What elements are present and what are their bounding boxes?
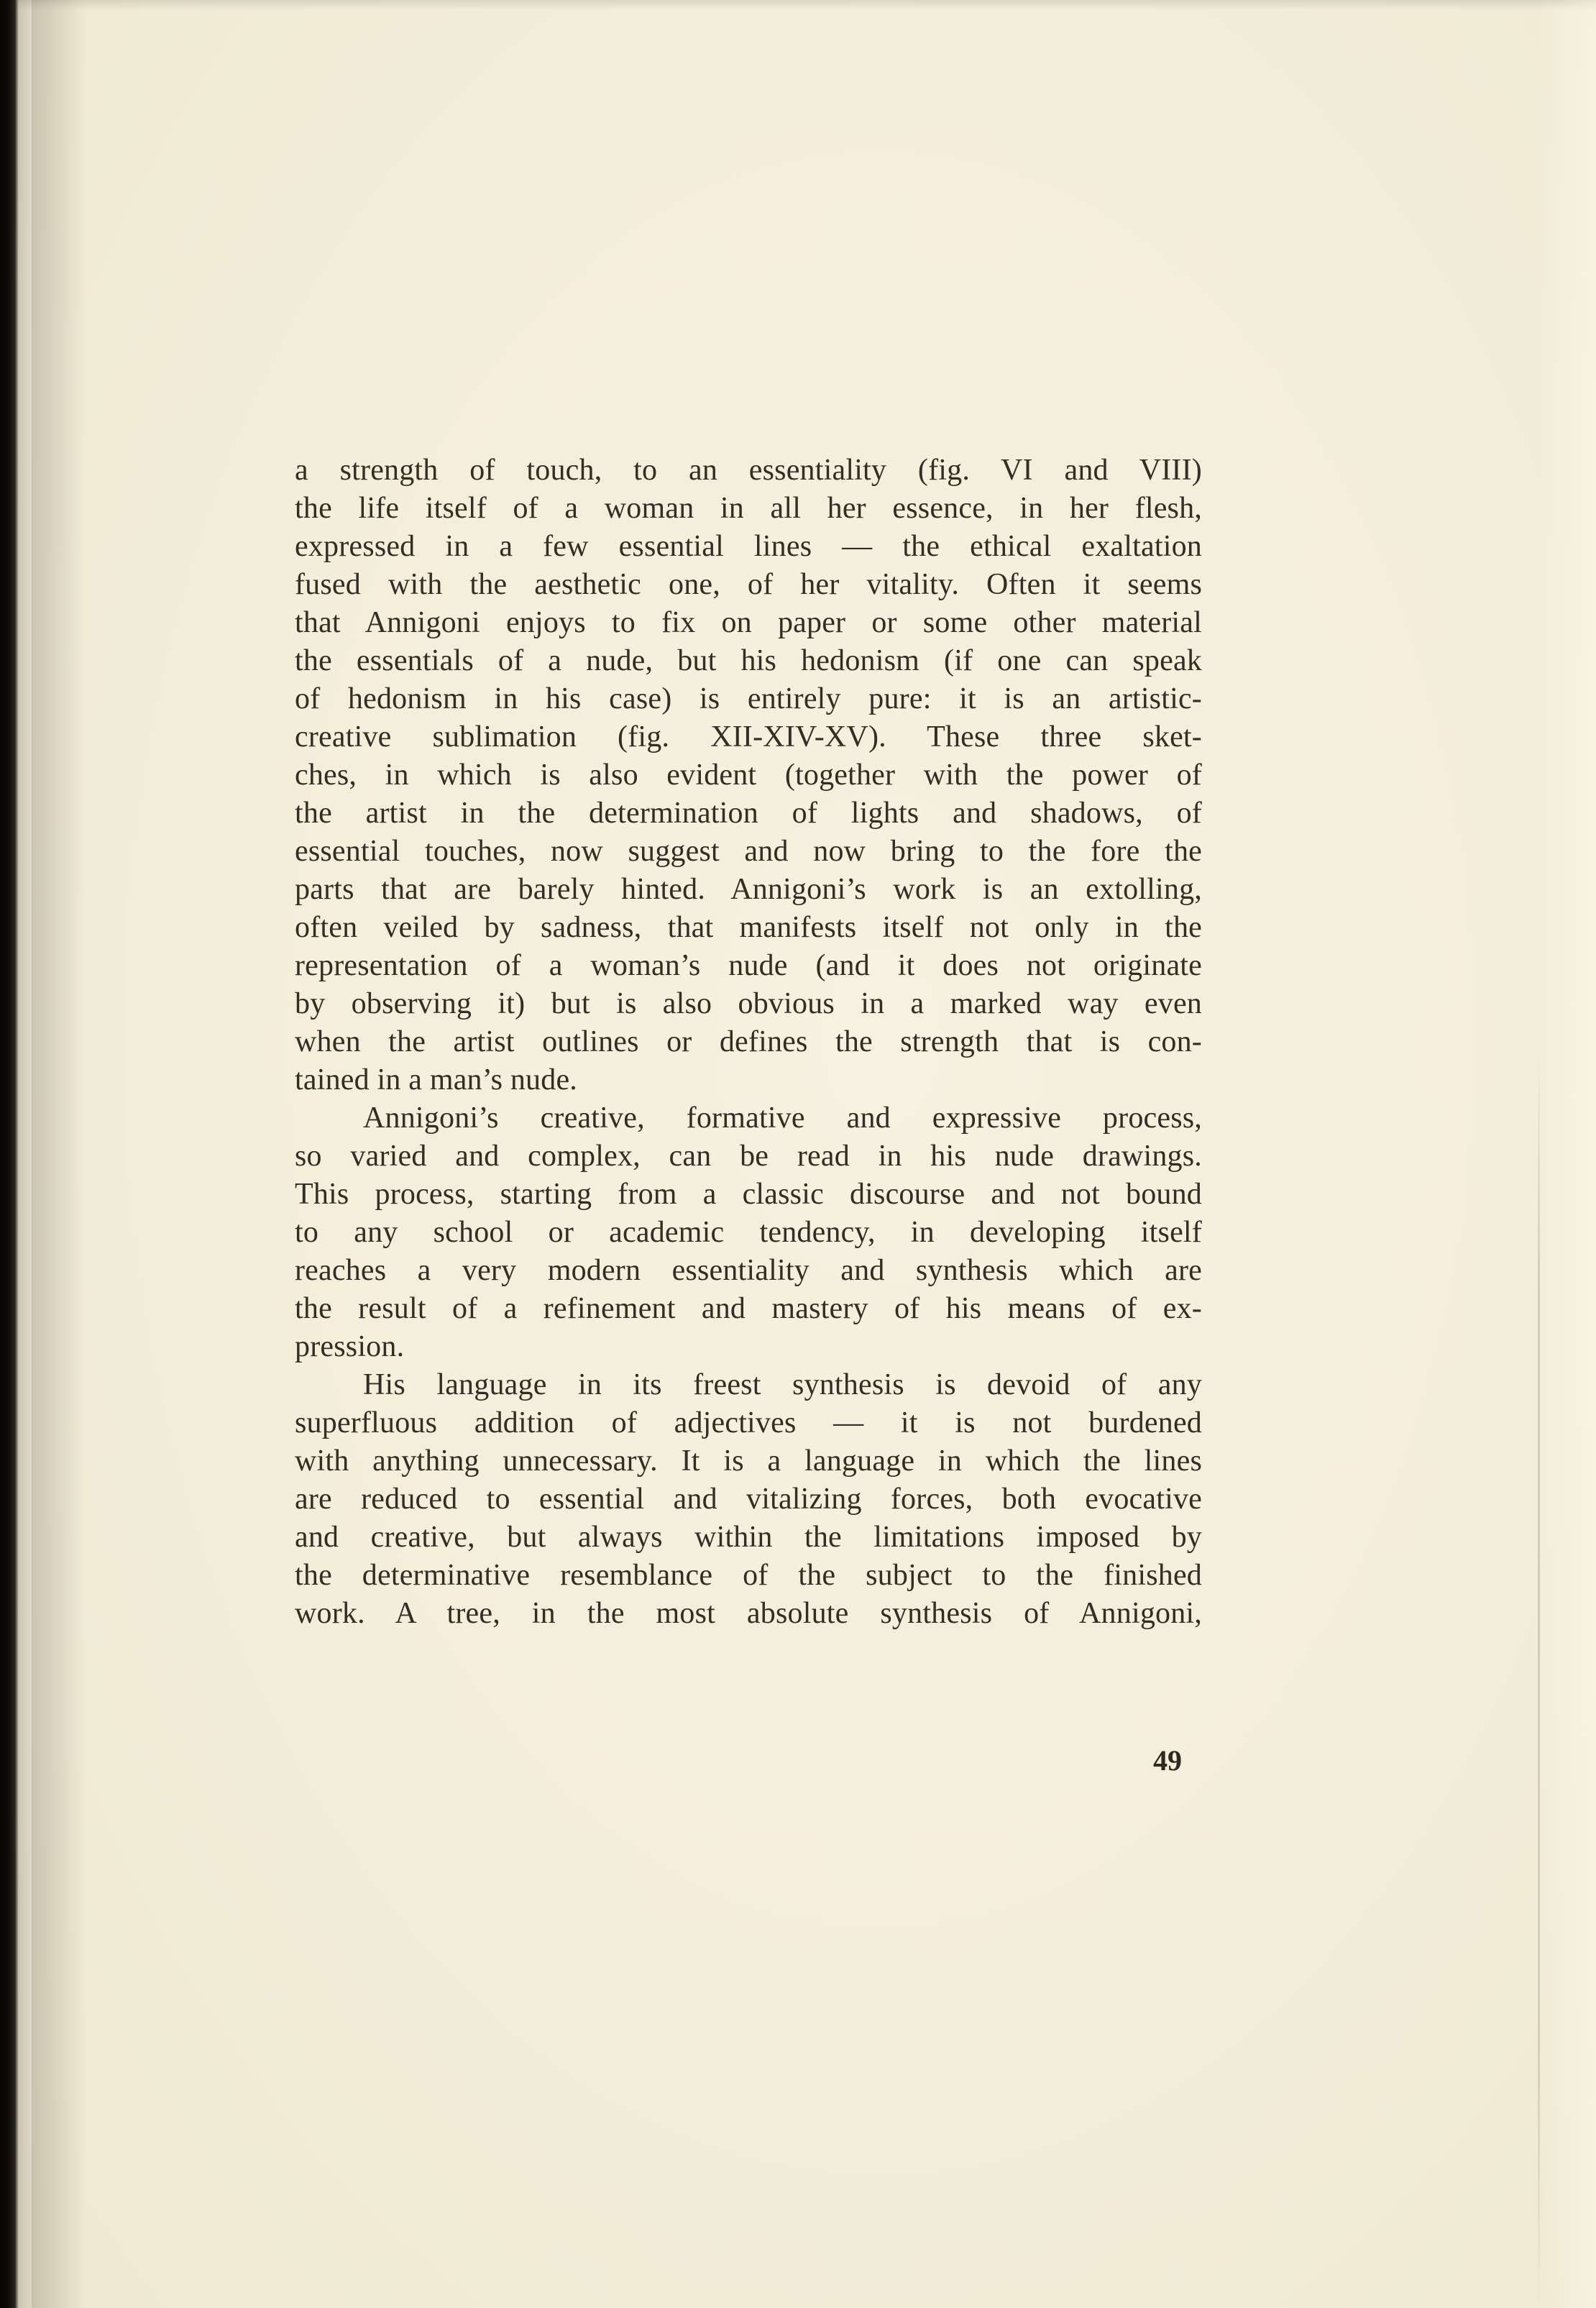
text-line: the life itself of a woman in all her essence, in her flesh, <box>295 492 1202 525</box>
text-line: to any school or academic tendency, in developing itself <box>295 1216 1202 1249</box>
text-line: parts that are barely hinted. Annigoni’s work is an extolling, <box>295 873 1202 906</box>
text-line: This process, starting from a classic discourse and not bound <box>295 1178 1202 1211</box>
text-line: are reduced to essential and vitalizing forces, both evocative <box>295 1483 1202 1516</box>
text-line: so varied and complex, can be read in his nude drawings. <box>295 1140 1202 1173</box>
text-line: superfluous addition of adjectives — it is not burdened <box>295 1406 1202 1439</box>
text-line: expressed in a few essential lines — the ethical exaltation <box>295 530 1202 563</box>
text-line: with anything unnecessary. It is a language in which the lines <box>295 1444 1202 1478</box>
text-line: the essentials of a nude, but his hedonism (if one can speak <box>295 644 1202 677</box>
page-right-edge-highlight <box>1540 0 1596 2308</box>
text-line: reaches a very modern essentiality and synthesis which are <box>295 1254 1202 1287</box>
text-line: creative sublimation (fig. XII-XIV-XV). These three sket- <box>295 720 1202 754</box>
text-line: and creative, but always within the limitations imposed by <box>295 1521 1202 1554</box>
text-line: often veiled by sadness, that manifests itself not only in the <box>295 911 1202 944</box>
text-block <box>295 452 1202 1633</box>
text-line: the artist in the determination of lights and shadows, of <box>295 797 1202 830</box>
gutter-crease-shadow <box>32 0 96 2308</box>
page-edge-line <box>1538 1043 1540 2308</box>
text-line: Annigoni’s creative, formative and expressive process, <box>363 1102 1202 1135</box>
text-line: a strength of touch, to an essentiality (fig. VI and VIII) <box>295 454 1202 487</box>
text-line: fused with the aesthetic one, of her vitality. Often it seems <box>295 568 1202 601</box>
text-line: ches, in which is also evident (together with the power of <box>295 759 1202 792</box>
text-line: the result of a refinement and mastery of his means of ex- <box>295 1292 1202 1325</box>
text-line: work. A tree, in the most absolute synthesis of Annigoni, <box>295 1597 1202 1630</box>
scanned-page <box>7 0 1596 2308</box>
text-line: when the artist outlines or defines the strength that is con- <box>295 1025 1202 1058</box>
text-line: by observing it) but is also obvious in a marked way even <box>295 987 1202 1020</box>
text-line: of hedonism in his case) is entirely pure: it is an artistic- <box>295 682 1202 715</box>
text-line: the determinative resemblance of the subject to the finished <box>295 1559 1202 1592</box>
paragraph <box>295 452 1202 1099</box>
text-line: that Annigoni enjoys to fix on paper or some other material <box>295 606 1202 639</box>
text-line: His language in its freest synthesis is devoid of any <box>363 1368 1202 1401</box>
text-line: pression. <box>295 1330 405 1363</box>
page-number: 49 <box>1153 1744 1182 1777</box>
book-binding-edge <box>0 0 19 2308</box>
text-line: representation of a woman’s nude (and it does not originate <box>295 949 1202 982</box>
text-line: essential touches, now suggest and now bring to the fore the <box>295 835 1202 868</box>
paragraph <box>295 1099 1202 1366</box>
text-line: tained in a man’s nude. <box>295 1063 577 1096</box>
paragraph <box>295 1366 1202 1633</box>
